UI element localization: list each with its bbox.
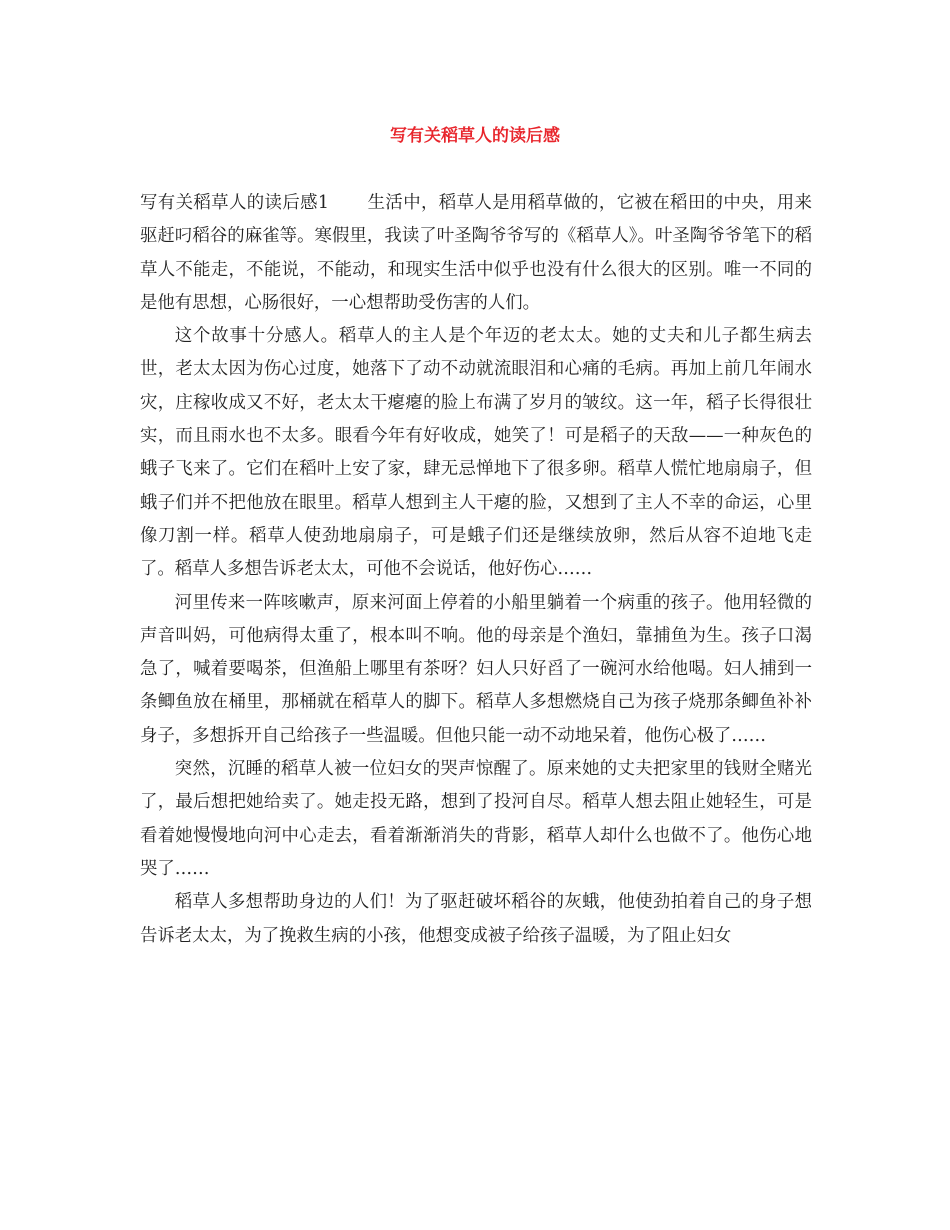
paragraph-1 xyxy=(140,187,812,320)
document-body xyxy=(140,187,812,953)
paragraph-text: 生活中，稻草人是用稻草做的，它被在稻田的中央，用来驱赶叼稻谷的麻雀等。寒假里，我读了叶圣陶爷爷写的《稻草人》。叶圣陶爷爷笔下的稻草人不能走，不能说，不能动，和现实生活中似乎也没有什么很大的区别。唯一不同的是他有思想，心肠很好，一心想帮助受伤害的人们。 xyxy=(140,193,812,313)
paragraph-5: 稻草人多想帮助身边的人们！为了驱赶破坏稻谷的灰蛾，他使劲拍着自己的身子想告诉老太太，为了挽救生病的小孩，他想变成被子给孩子温暖，为了阻止妇女 xyxy=(140,892,812,946)
paragraph-2: 这个故事十分感人。稻草人的主人是个年迈的老太太。她的丈夫和儿子都生病去世，老太太因为伤心过度，她落下了动不动就流眼泪和心痛的毛病。再加上前几年闹水灾，庄稼收成又不好，老太太干瘪瘪的脸上布满了岁月的皱纹。这一年，稻子长得很壮实，而且雨水也不太多。眼看今年有好收成，她笑了！可是稻子的天敌——一种灰色的蛾子飞来了。它们在稻叶上安了家，肆无忌惮地下了很多卵。稻草人慌忙地扇扇子，但蛾子们并不把他放在眼里。稻草人想到主人干瘪的脸，又想到了主人不幸的命运，心里像刀割一样。稻草人使劲地扇扇子，可是蛾子们还是继续放卵，然后从容不迫地飞走了。稻草人多想告诉老太太，可他不会说话，他好伤心…… xyxy=(140,326,812,580)
paragraph-3: 河里传来一阵咳嗽声，原来河面上停着的小船里躺着一个病重的孩子。他用轻微的声音叫妈，可他病得太重了，根本叫不响。他的母亲是个渔妇，靠捕鱼为生。孩子口渴急了，喊着要喝茶，但渔船上哪里有茶呀？妇人只好舀了一碗河水给他喝。妇人捕到一条鲫鱼放在桶里，那桶就在稻草人的脚下。稻草人多想燃烧自己为孩子烧那条鲫鱼补补身子，多想拆开自己给孩子一些温暖。但他只能一动不动地呆着，他伤心极了…… xyxy=(140,592,812,746)
section-label: 写有关稻草人的读后感1 xyxy=(140,193,329,213)
document-title: 写有关稻草人的读后感 xyxy=(390,126,560,146)
paragraph-4: 突然，沉睡的稻草人被一位妇女的哭声惊醒了。原来她的丈夫把家里的钱财全赌光了，最后想把她给卖了。她走投无路，想到了投河自尽。稻草人想去阻止她轻生，可是看着她慢慢地向河中心走去，看着渐渐消失的背影，稻草人却什么也做不了。他伤心地哭了…… xyxy=(140,759,812,879)
